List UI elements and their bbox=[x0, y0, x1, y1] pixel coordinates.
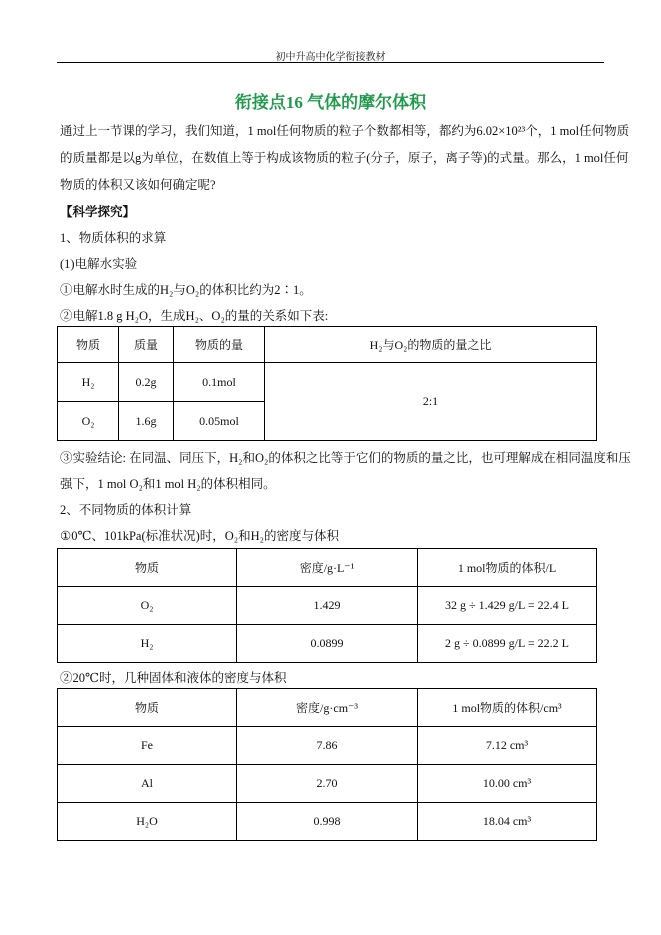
table-cell: 7.12 cm³ bbox=[418, 727, 597, 765]
table-header: 1 mol物质的体积/cm³ bbox=[418, 689, 597, 727]
paragraph: 强下，1 mol O₂和1 mol H₂的体积相同。 bbox=[60, 477, 276, 491]
table-cell: O₂ bbox=[58, 402, 119, 441]
table-cell: 10.00 cm³ bbox=[418, 765, 597, 803]
paragraph: ②电解1.8 g H₂O，生成H₂、O₂的量的关系如下表: bbox=[60, 309, 329, 323]
table-header: 物质 bbox=[58, 689, 237, 727]
subheading: 1、物质体积的求算 bbox=[60, 231, 167, 245]
paragraph: ①0℃、101kPa(标准状况)时，O₂和H₂的密度与体积 bbox=[60, 529, 340, 543]
intro-line: 物质的体积又该如何确定呢? bbox=[60, 178, 216, 192]
table-cell: O₂ bbox=[58, 587, 237, 625]
subheading: 2、不同物质的体积计算 bbox=[60, 503, 192, 517]
section-heading: 【科学探究】 bbox=[60, 205, 136, 219]
table-cell: 32 g ÷ 1.429 g/L = 22.4 L bbox=[418, 587, 597, 625]
paragraph: ①电解水时生成的H₂与O₂的体积比约为2∶1。 bbox=[60, 283, 312, 297]
table-cell: 1.429 bbox=[237, 587, 418, 625]
table-cell: H₂O bbox=[58, 803, 237, 841]
table-header: 密度/g·cm⁻³ bbox=[237, 689, 418, 727]
table-header: 物质 bbox=[58, 327, 119, 363]
subheading: (1)电解水实验 bbox=[60, 257, 138, 271]
table-header: 物质的量 bbox=[174, 327, 265, 363]
table-cell: H₂ bbox=[58, 625, 237, 663]
intro-line: 通过上一节课的学习，我们知道，1 mol任何物质的粒子个数都相等，都约为6.02×10²³个，1 mol任何物质 bbox=[60, 124, 630, 138]
table-cell: 0.0899 bbox=[237, 625, 418, 663]
paragraph: ②20℃时，几种固体和液体的密度与体积 bbox=[60, 671, 287, 685]
table-header: H₂与O₂的物质的量之比 bbox=[265, 327, 597, 363]
page-title: 衔接点16 气体的摩尔体积 bbox=[234, 93, 427, 112]
table-cell: 18.04 cm³ bbox=[418, 803, 597, 841]
table-cell: 0.2g bbox=[119, 363, 174, 402]
intro-line: 的质量都是以g为单位，在数值上等于构成该物质的粒子(分子，原子，离子等)的式量。那么，1 mol任何 bbox=[60, 151, 629, 165]
table-header: 密度/g·L⁻¹ bbox=[237, 549, 418, 587]
table-cell: Al bbox=[58, 765, 237, 803]
page-header: 初中升高中化学衔接教材 bbox=[275, 52, 386, 63]
table-cell: 7.86 bbox=[237, 727, 418, 765]
table-cell: 2.70 bbox=[237, 765, 418, 803]
table-header: 物质 bbox=[58, 549, 237, 587]
table-header: 质量 bbox=[119, 327, 174, 363]
gas-density-table bbox=[57, 548, 597, 663]
table-cell: Fe bbox=[58, 727, 237, 765]
header-divider bbox=[57, 62, 604, 63]
paragraph: ③实验结论: 在同温、同压下，H₂和O₂的体积之比等于它们的物质的量之比，也可理解成在相同温度和压 bbox=[60, 451, 631, 465]
table-cell: 2 g ÷ 0.0899 g/L = 22.2 L bbox=[418, 625, 597, 663]
table-cell: H₂ bbox=[58, 363, 119, 402]
table-cell: 0.998 bbox=[237, 803, 418, 841]
table-header: 1 mol物质的体积/L bbox=[418, 549, 597, 587]
electrolysis-table bbox=[57, 326, 597, 441]
table-cell: 1.6g bbox=[119, 402, 174, 441]
solid-liquid-density-table bbox=[57, 688, 597, 841]
table-cell: 0.05mol bbox=[174, 402, 265, 441]
ratio-cell: 2:1 bbox=[265, 363, 597, 441]
table-cell: 0.1mol bbox=[174, 363, 265, 402]
